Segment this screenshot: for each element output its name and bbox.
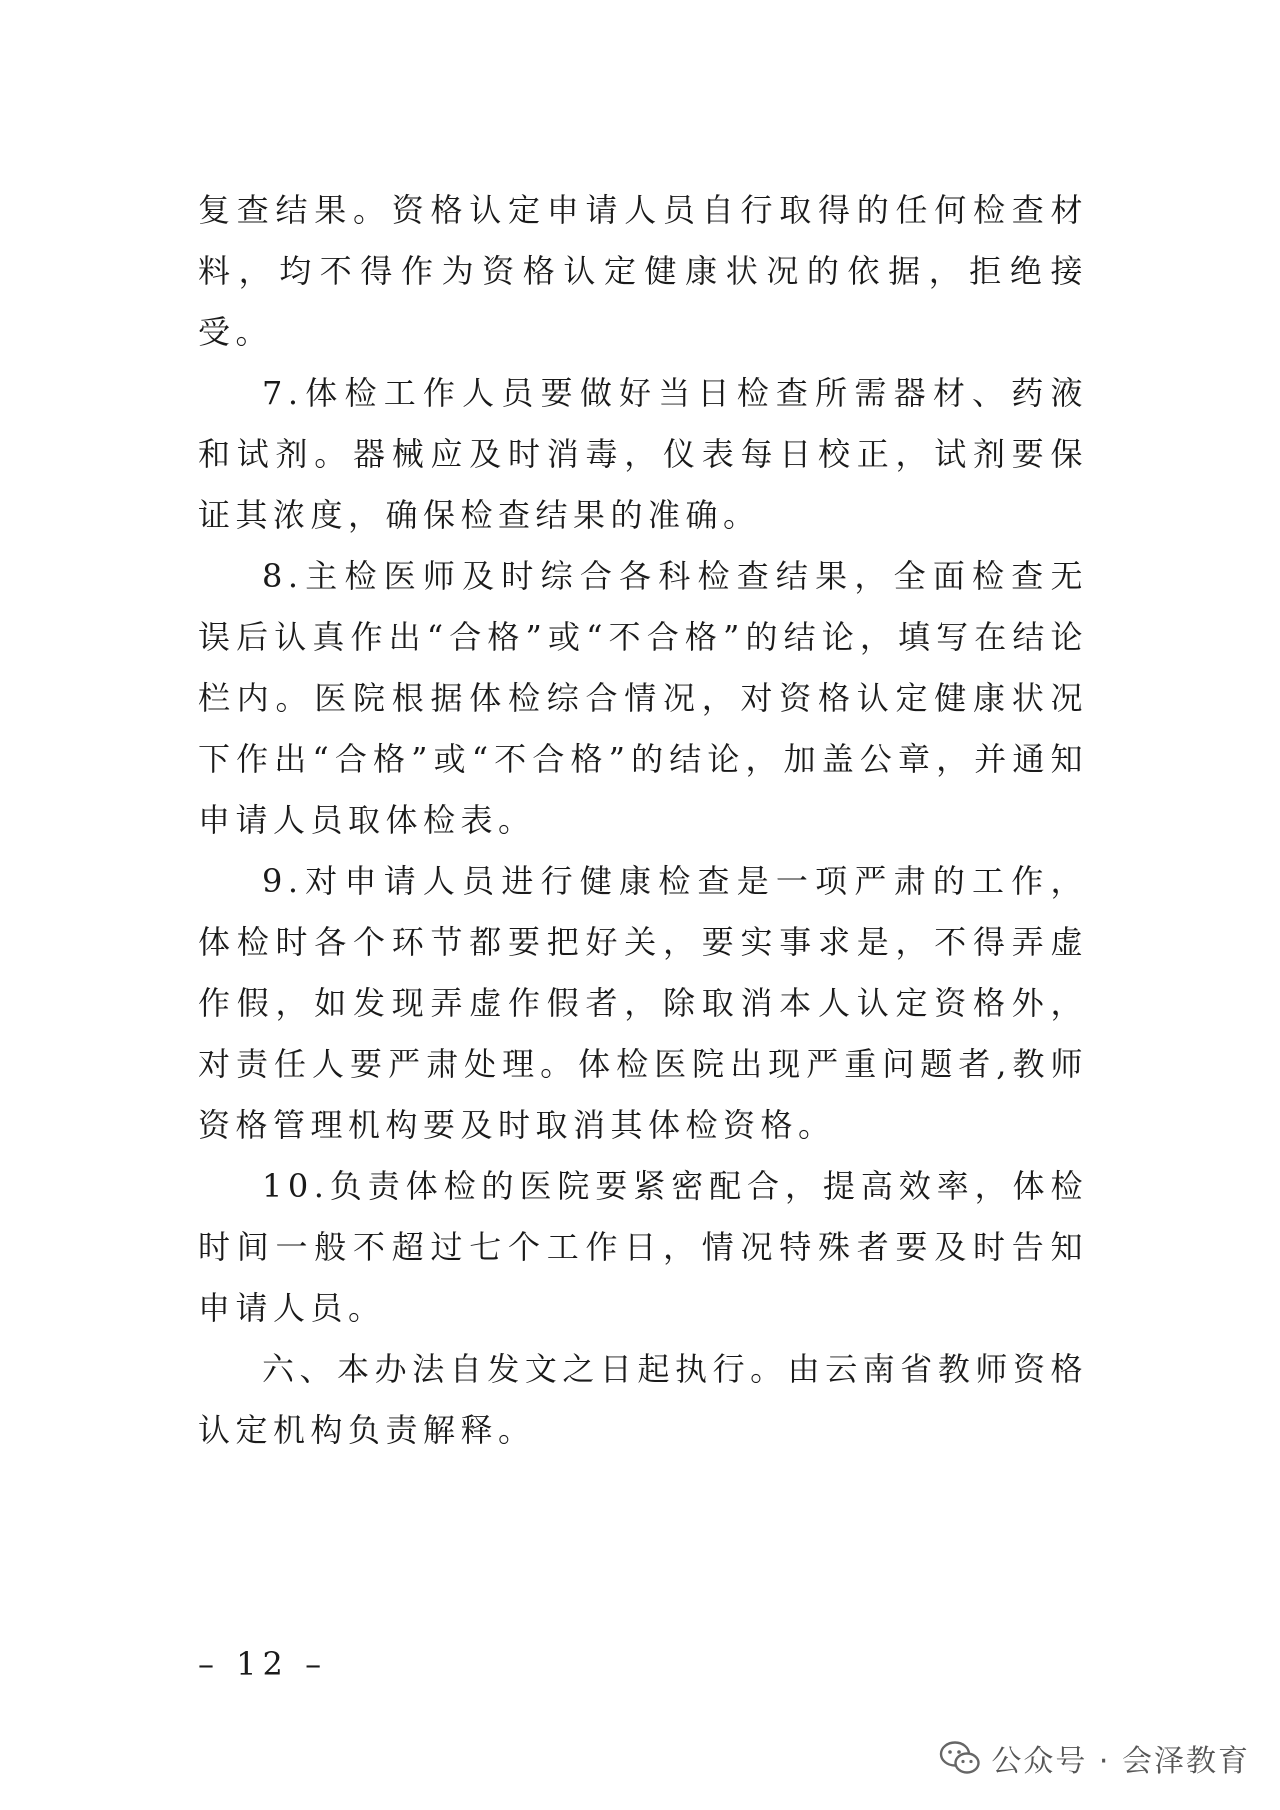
watermark: [939, 1736, 1250, 1780]
wechat-icon: [939, 1740, 981, 1776]
paragraph-5: 10.负责体检的医院要紧密配合，提高效率，体检时间一般不超过七个工作日，情况特殊者要及时告知申请人员。: [198, 1167, 1088, 1327]
paragraph-4: 9.对申请人员进行健康检查是一项严肃的工作，体检时各个环节都要把好关，要实事求是，不得弄虚作假，如发现弄虚作假者，除取消本人认定资格外，对责任人要严肃处理。体检医院出现严重问题者,教师资格管理机构要及时取消其体检资格。: [198, 862, 1088, 1144]
page-number: – 12 –: [198, 1645, 328, 1683]
paragraph-6: 六、本办法自发文之日起执行。由云南省教师资格认定机构负责解释。: [198, 1350, 1088, 1449]
paragraph-2: 7.体检工作人员要做好当日检查所需器材、药液和试剂。器械应及时消毒，仪表每日校正，试剂要保证其浓度，确保检查结果的准确。: [198, 374, 1088, 534]
paragraph-3: 8.主检医师及时综合各科检查结果，全面检查无误后认真作出“合格”或“不合格”的结论，填写在结论栏内。医院根据体检综合情况，对资格认定健康状况下作出“合格”或“不合格”的结论，加盖公章，并通知申请人员取体检表。: [198, 557, 1088, 839]
document-body: [198, 180, 1088, 1461]
paragraph-1: 复查结果。资格认定申请人员自行取得的任何检查材料，均不得作为资格认定健康状况的依据，拒绝接受。: [198, 191, 1088, 351]
watermark-text: 公众号 · 会泽教育: [991, 1744, 1250, 1779]
